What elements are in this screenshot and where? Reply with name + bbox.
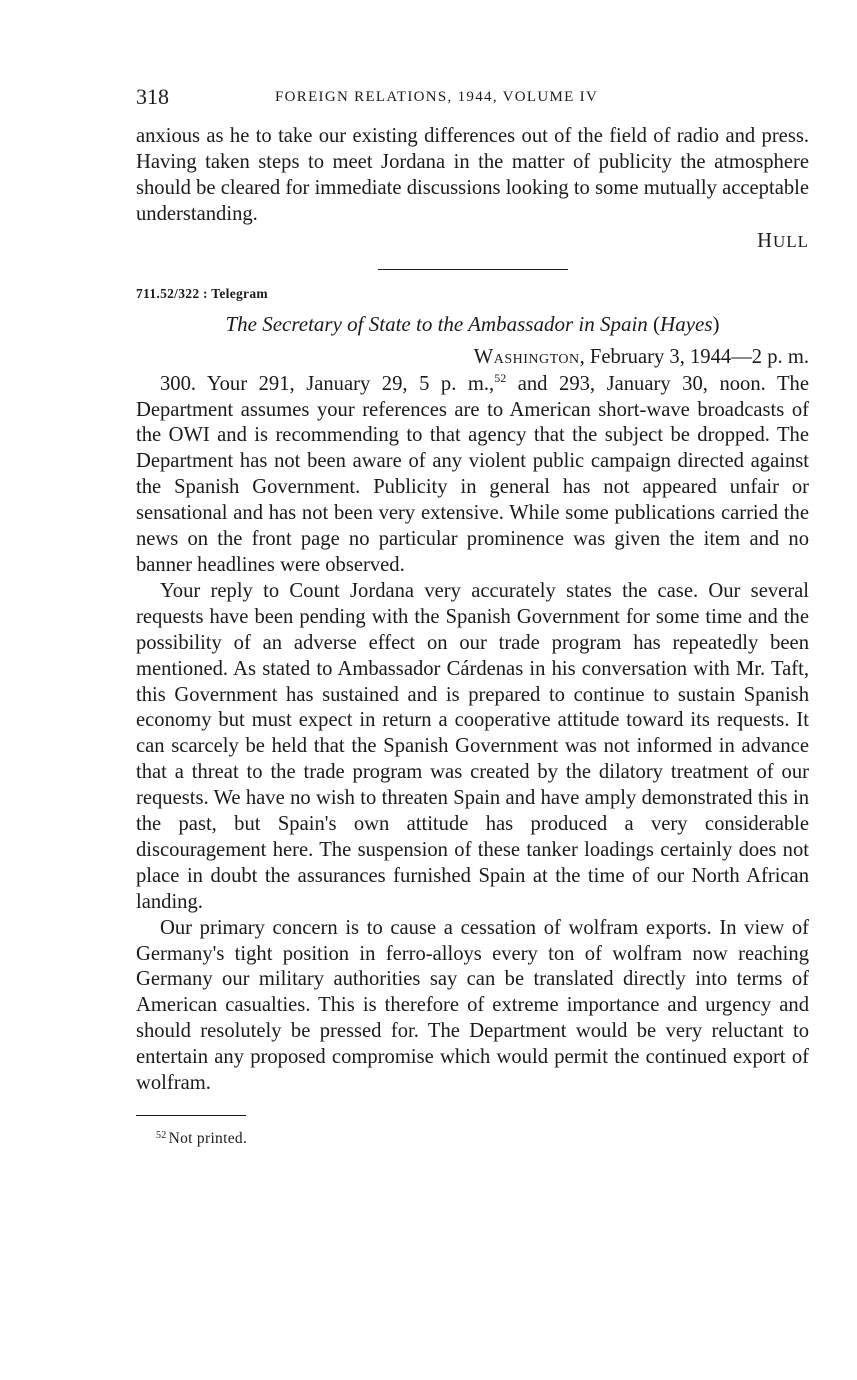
dateline-place: Washington — [473, 345, 580, 368]
dateline — [136, 344, 809, 372]
continuation-paragraph: anxious as he to take our existing differences out of the field of radio and press. Having taken steps to meet Jordana in the matter of publicity the atmosphere should be cleared for immediate discussions looking to some mutually acceptable understanding. — [136, 125, 809, 225]
signature: HULL — [757, 229, 809, 252]
footnote-number: 52 — [156, 1130, 167, 1141]
document-title-name: Hayes — [660, 311, 713, 336]
dateline-date: , February 3, 1944—2 p. m. — [579, 345, 809, 368]
footnote — [156, 1130, 809, 1148]
body-paragraph-2: Your reply to Count Jordana very accurately states the case. Our several requests have been pending with the Spanish Government for some time and the possibility of an adverse effect on our trade program has repeatedly been mentioned. As stated to Ambassador Cárdenas in his conversation with Mr. Taft, this Government has sustained and is prepared to continue to sustain Spanish economy but must expect in return a cooperative attitude toward its requests. It can scarcely be held that the Spanish Government was not informed in advance that a threat to the trade program was created by the dilatory treatment of our requests. We have no wish to threaten Spain and have amply demonstrated this in the past, but Spain's own attitude has produced a very considerable discouragement here. The suspension of these tanker loadings certainly does not place in doubt the assurances furnished Spain at the time of our North African landing. — [136, 579, 809, 913]
footnote-text: Not printed. — [168, 1130, 248, 1147]
running-head-title: FOREIGN RELATIONS, 1944, VOLUME IV — [275, 89, 599, 105]
running-head — [136, 80, 809, 114]
document-title-main: The Secretary of State to the Ambassador in Spain — [225, 311, 654, 336]
paragraph-1-start: 300. Your 291, January 29, 5 p. m., — [160, 372, 495, 395]
document-page — [136, 80, 809, 1148]
body-paragraph-1 — [136, 372, 809, 579]
file-reference: 711.52/322 : Telegram — [136, 285, 268, 301]
paragraph-1-rest: and 293, January 30, noon. The Department assumes your references are to American short-wave broadcasts of the OWI and is recommending to that agency that the subject be dropped. The Department has not been aware of any violent public campaign directed against the Spanish Government. Publicity in general has not appeared unfair or sensational and has not been very extensive. While some publications carried the news on the front page no particular prominence was given the item and no banner headlines were observed. — [136, 372, 809, 576]
page-number: 318 — [136, 84, 169, 109]
footnote-rule — [136, 1115, 246, 1116]
body-paragraph-3: Our primary concern is to cause a cessation of wolfram exports. In view of Germany's tight position in ferro-alloys every ton of wolfram now reaching Germany our military authorities say can be translated directly into terms of American casualties. This is therefore of extreme importance and urgency and should resolutely be pressed for. The Department would be very reluctant to entertain any proposed compromise which would permit the continued export of wolfram. — [136, 916, 809, 1095]
section-separator — [378, 269, 568, 270]
document-title: The Secretary of State to the Ambassador in Spain (Hayes) — [225, 311, 720, 336]
footnote-reference: 52 — [494, 370, 507, 385]
